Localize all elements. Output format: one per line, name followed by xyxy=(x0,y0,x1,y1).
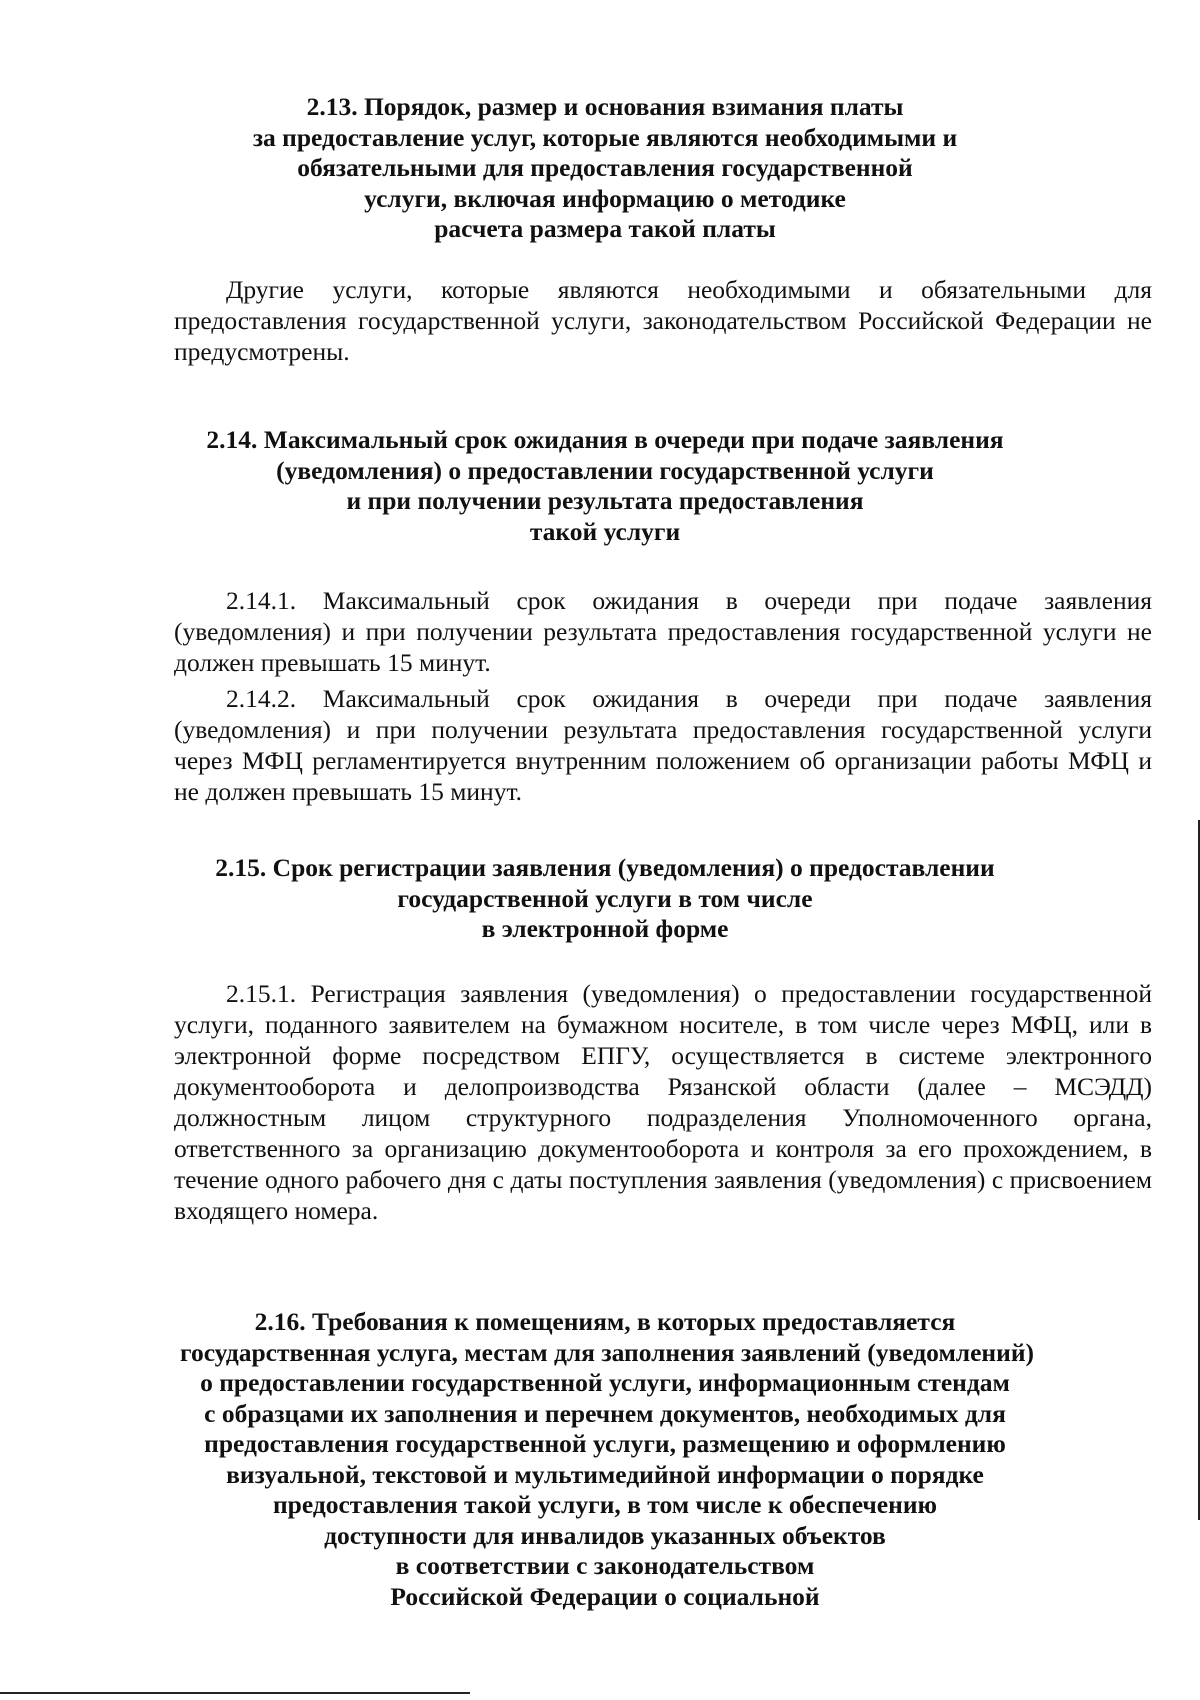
paragraph-2-14-1: 2.14.1. Максимальный срок ожидания в очереди при подаче заявления (уведомления) и при получении результата предоставления государственной услуги не должен превышать 15 минут. xyxy=(174,586,1152,677)
heading-line: (уведомления) о предоставлении государственной услуги xyxy=(276,455,934,485)
section-2-16-heading xyxy=(180,1307,1035,1612)
heading-line: государственной услуги в том числе xyxy=(397,883,813,913)
heading-line: 2.14. Максимальный срок ожидания в очереди при подаче заявления xyxy=(206,425,1004,454)
heading-line: с образцами их заполнения и перечнем документов, необходимых для xyxy=(204,1398,1006,1428)
scan-edge-line-bottom xyxy=(0,1692,470,1694)
heading-line: расчета размера такой платы xyxy=(434,214,776,243)
heading-line: обязательными для предоставления государственной xyxy=(297,153,913,182)
heading-line: доступности для инвалидов указанных объектов xyxy=(324,1520,886,1550)
heading-line: 2.13. Порядок, размер и основания взимания платы xyxy=(306,92,904,121)
heading-line: и при получении результата предоставления xyxy=(346,486,864,515)
heading-line: в электронной форме xyxy=(481,914,729,943)
heading-line: визуальной, текстовой и мультимедийной информации о порядке xyxy=(226,1459,984,1489)
heading-line: услуги, включая информацию о методике xyxy=(364,183,846,213)
paragraph-2-15-1: 2.15.1. Регистрация заявления (уведомления) о предоставлении государственной услуги, поданного заявителем на бумажном носителе, в том числе через МФЦ, или в электронной форме посредством ЕПГУ, осуществляется в системе электронного документооборота и делопроизводства Рязанской области (далее – МСЭДД) должностным лицом структурного подразделения Уполномоченного органа, ответственного за организацию документооборота и контроля за его прохождением, в течение одного рабочего дня с даты поступления заявления (уведомления) с присвоением входящего номера. xyxy=(174,979,1152,1225)
heading-line: такой услуги xyxy=(529,516,681,546)
section-2-15-heading xyxy=(180,853,1030,945)
paragraph-2-13: Другие услуги, которые являются необходимыми и обязательными для предоставления государственной услуги, законодательством Российской Федерации не предусмотрены. xyxy=(174,275,1152,366)
heading-line: 2.16. Требования к помещениям, в которых предоставляется xyxy=(254,1307,956,1336)
heading-line: о предоставлении государственной услуги, информационным стендам xyxy=(200,1368,1010,1397)
heading-line: государственная услуга, местам для заполнения заявлений (уведомлений) xyxy=(180,1337,1035,1367)
heading-line: 2.15. Срок регистрации заявления (уведомления) о предоставлении xyxy=(215,853,995,882)
heading-line: в соответствии с законодательством xyxy=(395,1551,815,1580)
heading-line: за предоставление услуг, которые являются необходимыми и xyxy=(252,122,958,152)
heading-line: Российской Федерации о социальной xyxy=(390,1581,820,1611)
section-2-14-heading xyxy=(180,425,1030,547)
paragraph-2-14-2: 2.14.2. Максимальный срок ожидания в очереди при подаче заявления (уведомления) и при получении результата предоставления государственной услуги через МФЦ регламентируется внутренним положением об организации работы МФЦ и не должен превышать 15 минут. xyxy=(174,684,1152,806)
heading-line: предоставления государственной услуги, размещению и оформлению xyxy=(204,1429,1006,1458)
heading-line: предоставления такой услуги, в том числе к обеспечению xyxy=(272,1490,937,1519)
section-2-13-heading xyxy=(180,92,1030,245)
